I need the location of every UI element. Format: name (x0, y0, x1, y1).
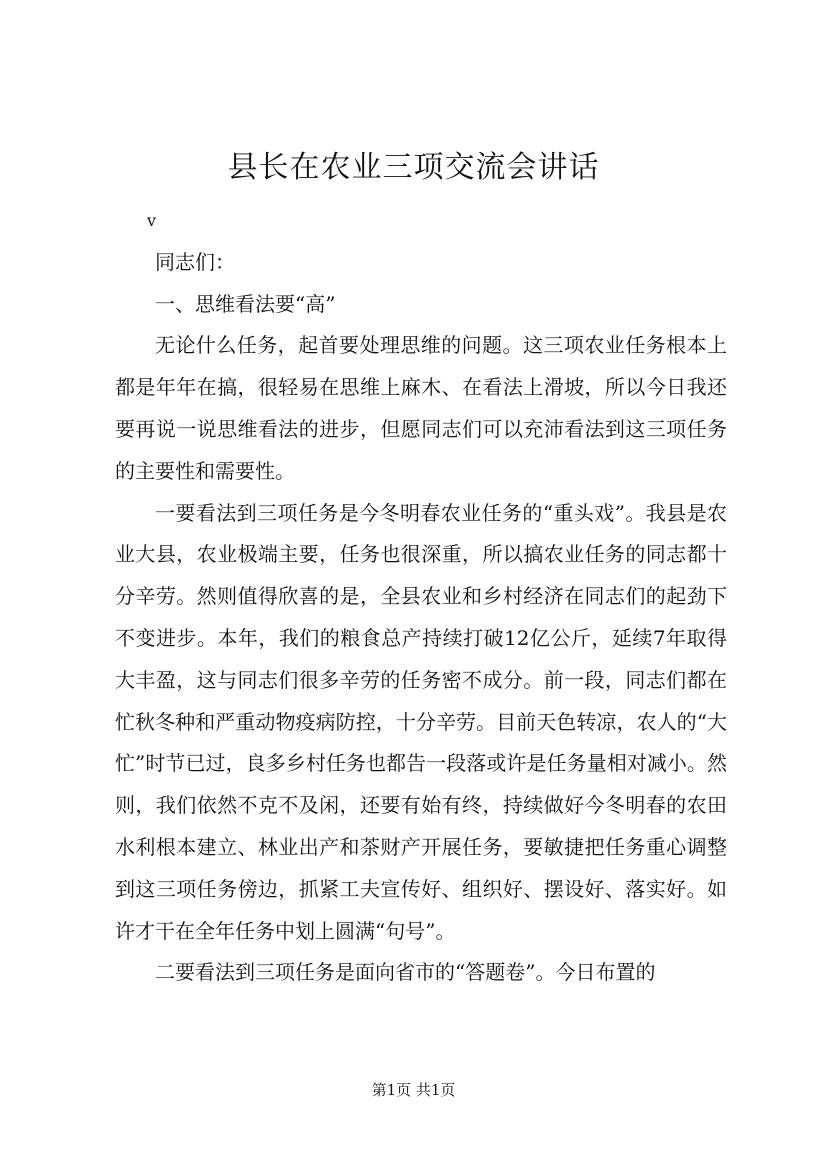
document-body (115, 200, 727, 994)
document-title: 县长在农业三项交流会讲话 (227, 150, 600, 185)
section-heading-1: 一、思维看法要“高” (155, 291, 336, 316)
page-number-footer: 第1页 共1页 (371, 1081, 456, 1099)
paragraph-second-point: 二要看法到三项任务是面向省市的“答题卷”。今日布置的 (155, 960, 656, 985)
paragraph-marker: v (147, 211, 157, 230)
paragraph-first-point: 一要看法到三项任务是今冬明春农业任务的“重头戏”。我县是农业大县，农业极端主要，任务也很深重，所以搞农业任务的同志都十分辛劳。然则值得欣喜的是，全县农业和乡村经济在同志们的起劲下不变进步。本年，我们的粮食总产持续打破12亿公斤，延续7年取得大丰盈，这与同志们很多辛劳的任务密不成分。前一段，同志们都在忙秋冬种和严重动物疫病防控，十分辛劳。目前天色转凉，农人的“大忙”时节已过，良多乡村任务也都告一段落或许是任务量相对减小。然则，我们依然不克不及闲，还要有始有终，持续做好今冬明春的农田水利根本建立、林业出产和茶财产开展任务，要敏捷把任务重心调整到这三项任务傍边，抓紧工夫宣传好、组织好、摆设好、落实好。如许才干在全年任务中划上圆满“句号”。 (115, 500, 727, 943)
paragraph-thinking: 无论什么任务，起首要处理思维的问题。这三项农业任务根本上都是年年在搞，很轻易在思维上麻木、在看法上滑坡，所以今日我还要再说一说思维看法的进步，但愿同志们可以充沛看法到这三项任务的主要性和需要性。 (115, 333, 727, 483)
paragraph-salutation: 同志们： (155, 249, 235, 274)
